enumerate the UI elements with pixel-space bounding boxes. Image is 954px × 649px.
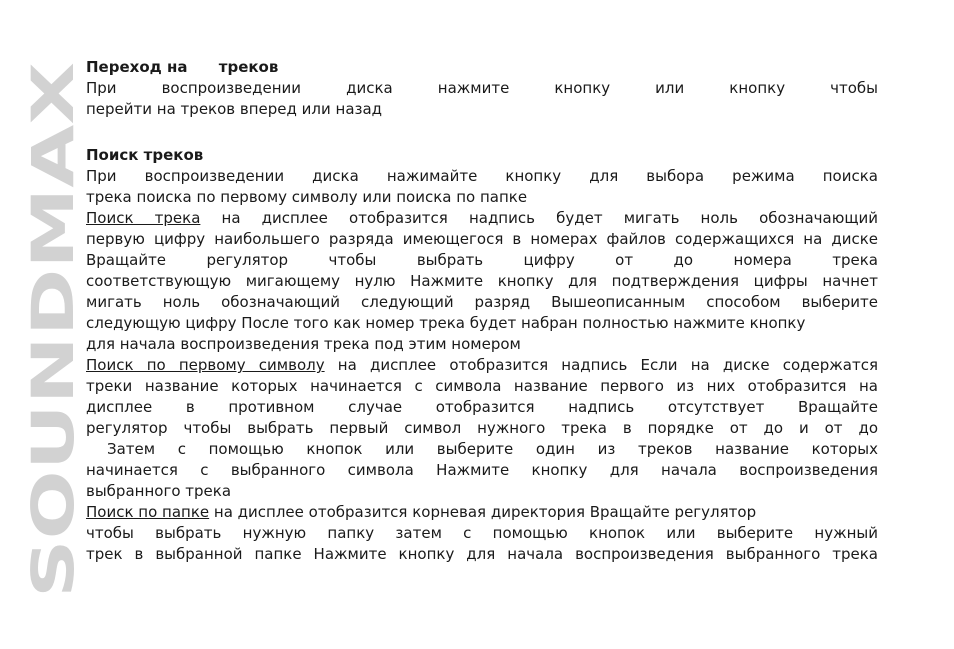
text-line [86,544,878,565]
search-mode-term: Поиск по первому символу [86,356,325,374]
line-text: следующую цифру После того как номер трека будет набран полностью нажмите кнопку [86,314,806,332]
line-text: на дисплее отобразится надпись будет мигать ноль обозначающий [200,209,878,227]
text-line [86,250,878,271]
manual-page [86,57,878,565]
text-line [86,460,878,481]
text-line [86,78,878,99]
text-line [86,439,878,460]
text-line [86,502,878,523]
search-mode-term: Поиск трека [86,209,201,227]
line-text: Затем с помощью кнопок или выберите один из треков название которых [107,440,878,458]
brand-watermark [19,62,87,598]
text-line [86,229,878,250]
text-line [86,397,878,418]
line-text: соответствующую мигающему нулю Нажмите кнопку для подтверждения цифры начнет [86,272,878,290]
section-track-search [86,145,878,565]
line-text: мигать ноль обозначающий следующий разряд Вышеописанным способом выберите [86,293,878,311]
section-body [86,166,878,565]
text-line [86,166,878,187]
soundmax-logo [19,62,87,598]
line-text: трек в выбранной папке Нажмите кнопку для начала воспроизведения выбранного трека [86,545,878,563]
line-text: чтобы выбрать нужную папку затем с помощью кнопок или выберите нужный [86,524,878,542]
text-line [86,292,878,313]
section-title: Переход на треков [86,58,279,76]
line-text: регулятор чтобы выбрать первый символ нужного трека в порядке от до и от до [86,419,878,437]
text-line [86,418,878,439]
text-line [86,271,878,292]
line-text: трека поиска по первому символу или поиска по папке [86,188,528,206]
line-text: треки название которых начинается с символа название первого из них отобразится на [86,377,878,395]
text-line [86,376,878,397]
text-line [86,187,878,208]
text-line [86,355,878,376]
section-body [86,78,878,120]
text-line [86,313,878,334]
section-spacer [86,120,878,145]
section-skip-tracks [86,57,878,120]
text-line [86,523,878,544]
line-text: При воспроизведении диска нажмите кнопку или кнопку чтобы [86,79,878,97]
text-line [86,481,878,502]
line-text: для начала воспроизведения трека под этим номером [86,335,521,353]
line-text: дисплее в противном случае отобразится надпись отсутствует Вращайте [86,398,878,416]
search-mode-term: Поиск по папке [86,503,210,521]
line-text: перейти на треков вперед или назад [86,100,383,118]
line-text: начинается с выбранного символа Нажмите кнопку для начала воспроизведения [86,461,878,479]
line-text: первую цифру наибольшего разряда имеющегося в номерах файлов содержащихся на диске [86,230,878,248]
line-text: выбранного трека [86,482,232,500]
brand-logo-text: SOUNDMAX [19,215,87,598]
text-line [86,99,878,120]
section-title: Поиск треков [86,146,204,164]
line-text: При воспроизведении диска нажимайте кнопку для выбора режима поиска [86,167,878,185]
text-line [86,334,878,355]
line-text: на дисплее отобразится надпись Если на диске содержатся [324,356,878,374]
text-line [86,208,878,229]
line-text: Вращайте регулятор чтобы выбрать цифру от до номера трека [86,251,878,269]
line-text: на дисплее отобразится корневая директория Вращайте регулятор [209,503,757,521]
